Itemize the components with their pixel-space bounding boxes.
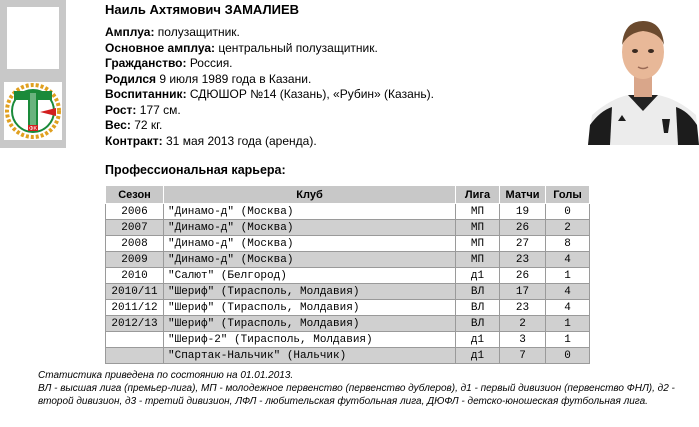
info-value: полузащитник. <box>154 25 240 39</box>
cell-club: "Динамо-д" (Москва) <box>164 204 456 220</box>
table-row <box>106 236 590 252</box>
table-row <box>106 284 590 300</box>
cell-goals: 1 <box>546 268 590 284</box>
info-value: СДЮШОР №14 (Казань), «Рубин» (Казань). <box>186 87 434 101</box>
cell-matches: 27 <box>500 236 546 252</box>
cell-league: д1 <box>456 348 500 364</box>
cell-season: 2007 <box>106 220 164 236</box>
cell-matches: 2 <box>500 316 546 332</box>
column-header-goals: Голы <box>546 186 590 204</box>
cell-matches: 17 <box>500 284 546 300</box>
cell-matches: 26 <box>500 268 546 284</box>
cell-club: "Шериф" (Тирасполь, Молдавия) <box>164 284 456 300</box>
info-value: центральный полузащитник. <box>215 40 378 55</box>
cell-club: "Динамо-д" (Москва) <box>164 236 456 252</box>
cell-goals: 1 <box>546 316 590 332</box>
info-value: Россия. <box>186 56 233 70</box>
cell-season: 2012/13 <box>106 316 164 332</box>
blank-image-slot <box>7 7 59 69</box>
cell-goals: 1 <box>546 332 590 348</box>
player-name: Наиль Ахтямович ЗАМАЛИЕВ <box>105 2 300 17</box>
club-logo <box>4 82 62 140</box>
cell-league: МП <box>456 220 500 236</box>
career-title: Профессиональная карьера: <box>105 163 286 177</box>
cell-matches: 26 <box>500 220 546 236</box>
info-row-citizenship <box>105 56 434 72</box>
cell-goals: 0 <box>546 348 590 364</box>
info-row-weight <box>105 118 434 134</box>
info-row-position <box>105 25 434 41</box>
footnote-legend: ВЛ - высшая лига (премьер-лига), МП - молодежное первенство (первенство дублеров), д1 - первый дивизион (первенство ФНЛ), д2 - второй дивизион, д3 - третий дивизион, ЛФЛ - любительская футбольная лига, ДЮФЛ - детско-юношеская футбольная лига. <box>38 383 675 407</box>
cell-season: 2010 <box>106 268 164 284</box>
info-label: Контракт: <box>105 133 163 148</box>
table-row <box>106 332 590 348</box>
info-row-main-position <box>105 41 434 57</box>
info-row-youth <box>105 87 434 103</box>
cell-matches: 3 <box>500 332 546 348</box>
info-value: 31 мая 2013 года (аренда). <box>162 133 317 148</box>
info-row-height <box>105 103 434 119</box>
info-value: 9 июля 1989 года в Казани. <box>156 71 312 86</box>
cell-season <box>106 332 164 348</box>
cell-matches: 7 <box>500 348 546 364</box>
table-row <box>106 220 590 236</box>
svg-text:ФК: ФК <box>29 126 37 132</box>
cell-league: ВЛ <box>456 284 500 300</box>
column-header-season: Сезон <box>106 186 164 204</box>
cell-club: "Динамо-д" (Москва) <box>164 252 456 268</box>
cell-league: МП <box>456 252 500 268</box>
cell-season: 2008 <box>106 236 164 252</box>
footnote <box>38 369 688 408</box>
career-table <box>105 185 590 364</box>
info-row-born <box>105 72 434 88</box>
cell-season <box>106 348 164 364</box>
cell-season: 2006 <box>106 204 164 220</box>
cell-goals: 8 <box>546 236 590 252</box>
table-row <box>106 204 590 220</box>
cell-club: "Шериф-2" (Тирасполь, Молдавия) <box>164 332 456 348</box>
info-value: 72 кг. <box>130 118 163 132</box>
player-photo <box>588 7 699 145</box>
info-value: 177 см. <box>136 102 181 117</box>
cell-league: д1 <box>456 332 500 348</box>
cell-league: ВЛ <box>456 300 500 316</box>
cell-league: ВЛ <box>456 316 500 332</box>
cell-goals: 4 <box>546 252 590 268</box>
table-row <box>106 268 590 284</box>
info-label: Родился <box>105 71 157 86</box>
cell-goals: 4 <box>546 284 590 300</box>
player-info <box>105 25 434 149</box>
cell-club: "Шериф" (Тирасполь, Молдавия) <box>164 316 456 332</box>
cell-season: 2009 <box>106 252 164 268</box>
info-label: Рост: <box>105 102 137 117</box>
cell-club: "Спартак-Нальчик" (Нальчик) <box>164 348 456 364</box>
cell-league: МП <box>456 236 500 252</box>
table-row <box>106 348 590 364</box>
column-header-league: Лига <box>456 186 500 204</box>
player-portrait-image <box>588 7 699 145</box>
info-label: Вес: <box>105 118 131 132</box>
info-label: Амплуа: <box>105 25 155 39</box>
cell-matches: 23 <box>500 300 546 316</box>
column-header-matches: Матчи <box>500 186 546 204</box>
table-header-row <box>106 186 590 204</box>
cell-season: 2010/11 <box>106 284 164 300</box>
info-label: Основное амплуа: <box>105 40 215 55</box>
column-header-club: Клуб <box>164 186 456 204</box>
cell-goals: 0 <box>546 204 590 220</box>
table-row <box>106 316 590 332</box>
cell-club: "Шериф" (Тирасполь, Молдавия) <box>164 300 456 316</box>
info-row-contract <box>105 134 434 150</box>
cell-matches: 19 <box>500 204 546 220</box>
cell-goals: 2 <box>546 220 590 236</box>
cell-league: д1 <box>456 268 500 284</box>
cell-league: МП <box>456 204 500 220</box>
footnote-date: Статистика приведена по состоянию на 01.01.2013. <box>38 370 294 381</box>
cell-season: 2011/12 <box>106 300 164 316</box>
table-row <box>106 300 590 316</box>
cell-club: "Салют" (Белгород) <box>164 268 456 284</box>
cell-club: "Динамо-д" (Москва) <box>164 220 456 236</box>
torpedo-logo-icon <box>4 82 62 140</box>
table-row <box>106 252 590 268</box>
cell-matches: 23 <box>500 252 546 268</box>
info-label: Воспитанник: <box>105 87 187 101</box>
cell-goals: 4 <box>546 300 590 316</box>
info-label: Гражданство: <box>105 56 187 70</box>
